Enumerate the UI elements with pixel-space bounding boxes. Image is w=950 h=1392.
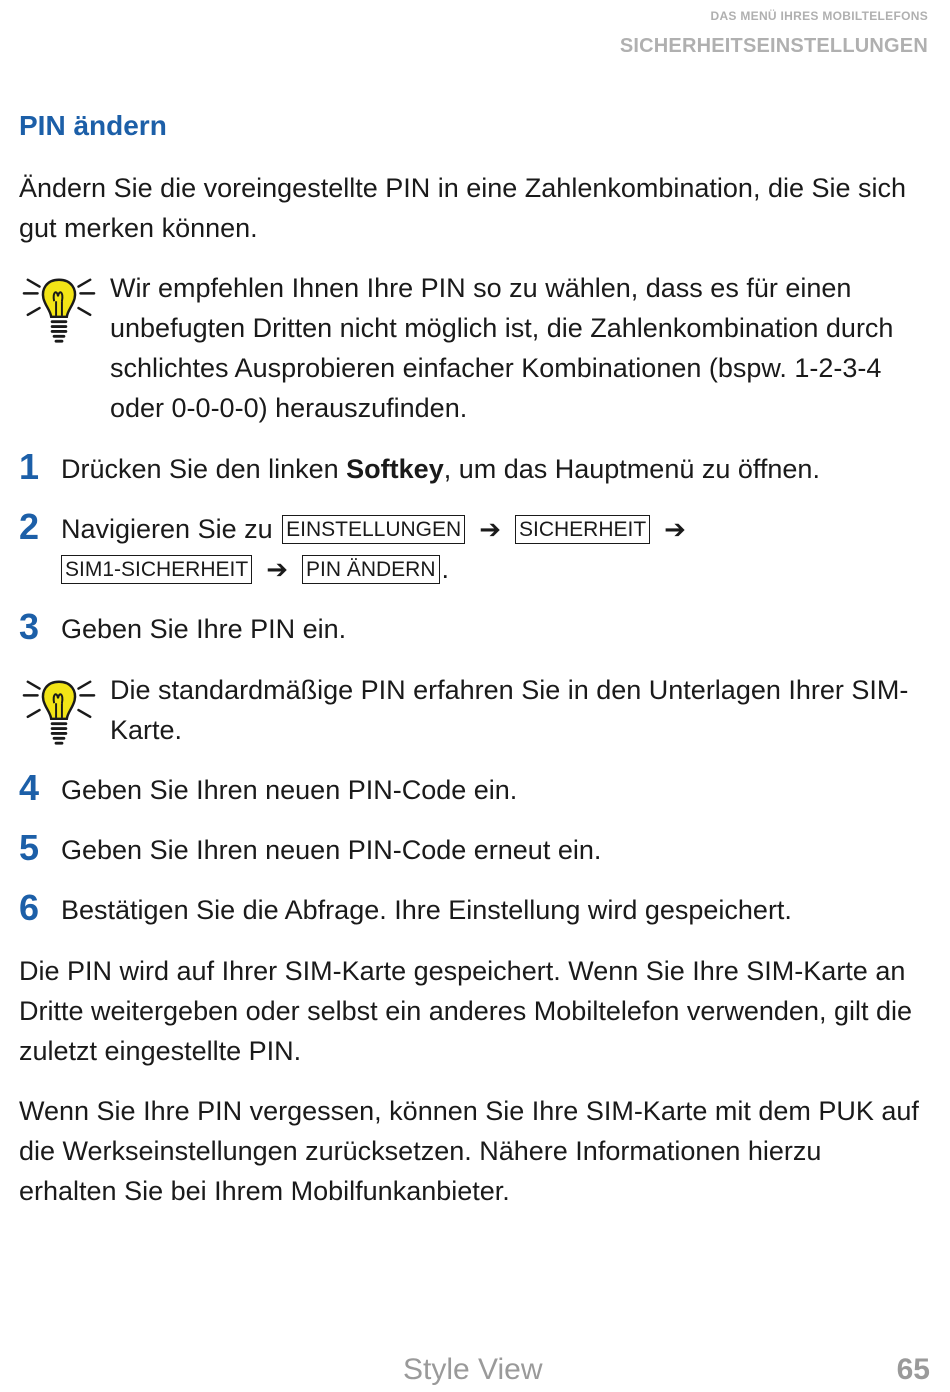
section-title: PIN ändern [19,110,167,141]
arrow-right-icon: ➔ [664,514,686,544]
step-text-post: . [441,554,450,584]
tip-text-2: Die standardmäßige PIN erfahren Sie in den Unterlagen Ihrer SIM-Karte. [110,675,909,745]
tip-text-1: Wir empfehlen Ihnen Ihre PIN so zu wählen, dass es für einen unbefugten Dritten nicht möglich ist, die Zahlenkombination durch schlichtes Ausprobieren einfacher Kombinationen (bspw. 1-2-3-4 oder 0-0-0-0) herauszufinden. [110,273,894,423]
step-text: Geben Sie Ihre PIN ein. [61,614,347,644]
menu-key-sicherheit: SICHERHEIT [515,515,650,544]
arrow-right-icon: ➔ [266,554,288,584]
menu-key-einstellungen: EINSTELLUNGEN [282,515,465,544]
step-text [61,509,934,589]
running-header-chapter: DAS MENÜ IHRES MOBILTELEFONS [710,9,928,23]
step-number: 4 [19,767,40,808]
menu-key-sim1-sicherheit: SIM1-SICHERHEIT [61,555,252,584]
step-number: 6 [19,887,40,928]
step-number: 1 [19,446,40,487]
step-6 [19,887,934,930]
lightbulb-icon [19,270,99,348]
softkey-term: Softkey [346,454,444,484]
step-5 [19,827,934,870]
intro-paragraph: Ändern Sie die voreingestellte PIN in eine Zahlenkombination, die Sie sich gut merken können. [19,173,907,243]
step-4 [19,767,934,810]
lightbulb-icon [19,672,99,750]
page-number: 65 [896,1353,930,1386]
step-text [61,449,934,489]
step-text: Geben Sie Ihren neuen PIN-Code ein. [61,775,518,805]
arrow-right-icon: ➔ [479,514,501,544]
menu-key-pin-aendern: PIN ÄNDERN [302,555,440,584]
step-2 [19,506,934,589]
step-number: 3 [19,606,40,647]
footer-product-name: Style View [403,1353,543,1386]
step-3 [19,606,934,649]
info-paragraph-1: Die PIN wird auf Ihrer SIM-Karte gespeichert. Wenn Sie Ihre SIM-Karte an Dritte weitergeben oder selbst ein anderes Mobiltelefon verwenden, gilt die zuletzt eingestellte PIN. [19,956,913,1066]
tip-box-2 [19,670,934,750]
step-text-post: , um das Hauptmenü zu öffnen. [443,454,820,484]
step-number: 2 [19,506,40,547]
step-number: 5 [19,827,40,868]
step-text: Bestätigen Sie die Abfrage. Ihre Einstellung wird gespeichert. [61,895,792,925]
step-1 [19,446,934,489]
tip-box-1 [19,268,934,428]
step-text-pre: Drücken Sie den linken [61,454,347,484]
step-text: Geben Sie Ihren neuen PIN-Code erneut ein. [61,835,602,865]
running-header-section: SICHERHEITSEINSTELLUNGEN [619,35,928,57]
info-paragraph-2: Wenn Sie Ihre PIN vergessen, können Sie Ihre SIM-Karte mit dem PUK auf die Werkseinstellungen zurücksetzen. Nähere Informationen hierzu erhalten Sie bei Ihrem Mobilfunkanbieter. [19,1096,919,1206]
step-text-pre: Navigieren Sie zu [61,514,273,544]
